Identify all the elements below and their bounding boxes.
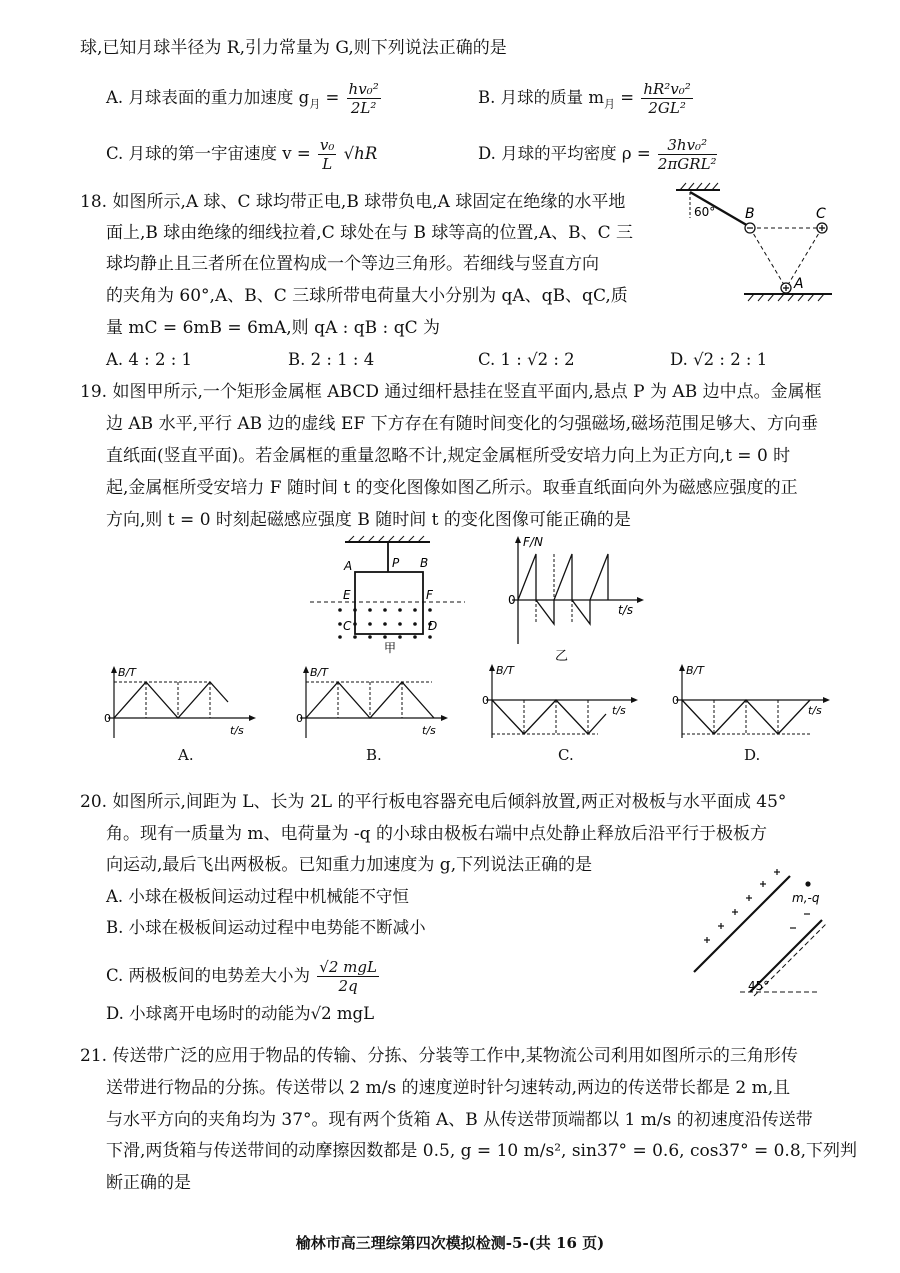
- q17-option-a-num: hv₀²: [348, 80, 379, 98]
- jia-caption: 甲: [384, 641, 397, 655]
- q17-option-d-prefix: D. 月球的平均密度 ρ =: [478, 144, 651, 163]
- q20-line-3: 向运动,最后飞出两极板。已知重力加速度为 g,下列说法正确的是: [106, 855, 593, 875]
- q18-ceiling-hatch: [680, 183, 718, 190]
- choice-c-xlabel: t/s: [612, 704, 626, 717]
- q17-option-b-prefix: B. 月球的质量 m: [478, 88, 605, 107]
- q17-option-a-fraction: [347, 80, 381, 117]
- choice-a-xlabel: t/s: [230, 724, 244, 737]
- q20-option-c: [106, 958, 381, 995]
- choice-b-ylabel: B/T: [310, 666, 328, 679]
- q20-option-c-num: √2 mgL: [319, 958, 377, 976]
- q19-choice-a-label: A.: [178, 746, 194, 764]
- q17-option-c-suffix: √hR: [343, 144, 378, 163]
- q19-line-5: 方向,则 t = 0 时刻起磁感应强度 B 随时间 t 的变化图像可能正确的是: [106, 510, 631, 530]
- choice-a-origin: 0: [104, 712, 111, 725]
- q18-label-a: A: [794, 276, 804, 292]
- q18-angle-label: 60°: [694, 205, 716, 219]
- yi-caption: 乙: [555, 649, 569, 664]
- q21-line-1: 21. 传送带广泛的应用于物品的传输、分拣、分装等工作中,某物流公司利用如图所示的三角形传: [80, 1046, 798, 1066]
- q21-line-2: 送带进行物品的分拣。传送带以 2 m/s 的速度逆时针匀速转动,两边的传送带长都是 2 m,且: [106, 1078, 791, 1098]
- q20-option-a: A. 小球在极板间运动过程中机械能不守恒: [106, 887, 409, 906]
- choice-d-origin: 0: [672, 694, 679, 707]
- q20-option-c-prefix: C. 两极板间的电势差大小为: [106, 966, 311, 985]
- q20-option-b: B. 小球在极板间运动过程中电势能不断减小: [106, 918, 426, 937]
- q18-line-4: 的夹角为 60°,A、B、C 三球所带电荷量大小分别为 qA、qB、qC,质: [106, 286, 628, 306]
- q18-figure: [672, 180, 842, 305]
- q20-line-2: 角。现有一质量为 m、电荷量为 -q 的小球由极板右端中点处静止释放后沿平行于极板方: [106, 824, 767, 844]
- yi-force-curve: [518, 554, 608, 624]
- yi-x-label: t/s: [618, 603, 633, 617]
- q17-option-b-num: hR²v₀²: [643, 80, 691, 98]
- q17-option-b-fraction: [641, 80, 692, 117]
- q21-line-3: 与水平方向的夹角均为 37°。现有两个货箱 A、B 从传送带顶端都以 1 m/s 的初速度沿传送带: [106, 1110, 813, 1130]
- q19-choice-b-label: B.: [366, 746, 382, 764]
- choice-b-origin: 0: [296, 712, 303, 725]
- q18-ground-hatch: [748, 294, 824, 301]
- q17-option-c-num: v₀: [319, 136, 335, 154]
- q17-option-a-sub: 月: [309, 97, 321, 111]
- choice-d-ylabel: B/T: [686, 664, 704, 677]
- q19-figure-yi: [500, 532, 660, 664]
- choice-c-ylabel: B/T: [496, 664, 514, 677]
- q21-line-4: 下滑,两货箱与传送带间的动摩擦因数都是 0.5, g = 10 m/s², sin37° = 0.6, cos37° = 0.8,下列判: [106, 1141, 858, 1161]
- jia-label-e: E: [343, 588, 351, 602]
- q18-side-ba: [750, 228, 786, 288]
- q17-option-a-prefix: A. 月球表面的重力加速度 g: [106, 88, 310, 107]
- q19-line-2: 边 AB 水平,平行 AB 边的虚线 EF 下方存在有随时间变化的匀强磁场,磁场范围足够大、方向垂: [106, 414, 818, 434]
- jia-label-b: B: [420, 556, 429, 570]
- q17-option-a-den: 2L²: [350, 99, 377, 117]
- yi-origin: 0: [508, 593, 516, 607]
- page-footer: 榆林市高三理综第四次模拟检测-5-(共 16 页): [295, 1234, 605, 1252]
- q18-option-a: A. 4 : 2 : 1: [106, 350, 192, 369]
- q20-upper-plate: [694, 876, 790, 972]
- q17-stem: 球,已知月球半径为 R,引力常量为 G,则下列说法正确的是: [80, 38, 507, 58]
- q18-label-c: C: [816, 206, 826, 222]
- q17-option-c: [106, 136, 377, 173]
- q18-line-1: 18. 如图所示,A 球、C 球均带正电,B 球带负电,A 球固定在绝缘的水平地: [80, 192, 626, 212]
- q18-option-d: D. √2 : 2 : 1: [670, 350, 768, 369]
- q18-line-3: 球均静止且三者所在位置构成一个等边三角形。若细线与竖直方向: [106, 254, 599, 274]
- q18-line-2: 面上,B 球由绝缘的细线拉着,C 球处在与 B 球等高的位置,A、B、C 三: [106, 223, 633, 243]
- q17-option-c-fraction: [318, 136, 337, 173]
- q17-option-b-den: 2GL²: [648, 99, 686, 117]
- q19-choice-c-graph: [478, 662, 648, 742]
- q20-option-d: D. 小球离开电场时的动能为√2 mgL: [106, 1004, 375, 1023]
- choice-d-xlabel: t/s: [808, 704, 822, 717]
- choice-c-curve: [492, 700, 606, 734]
- jia-label-a: A: [344, 559, 353, 573]
- q19-figure-jia: [300, 534, 470, 664]
- q19-line-1: 19. 如图甲所示,一个矩形金属框 ABCD 通过细杆悬挂在竖直平面内,悬点 P 为 AB 边中点。金属框: [80, 382, 822, 402]
- q19-choice-b-graph: [292, 662, 457, 742]
- q20-angle-label: 45°: [748, 979, 770, 993]
- jia-label-c: C: [343, 619, 352, 633]
- q19-line-4: 起,金属框所受安培力 F 随时间 t 的变化图像如图乙所示。取垂直纸面向外为磁感应强度的正: [106, 478, 798, 498]
- q17-option-d-num: 3hv₀²: [658, 136, 717, 155]
- q19-choice-d-graph: [668, 662, 840, 742]
- q20-figure: [680, 860, 850, 1000]
- q18-option-b: B. 2 : 1 : 4: [288, 350, 375, 369]
- choice-a-ylabel: B/T: [118, 666, 136, 679]
- q20-option-c-fraction: [317, 958, 379, 995]
- q17-option-b-sub: 月: [604, 97, 616, 111]
- q20-ball: [805, 881, 810, 886]
- q18-side-ca: [786, 228, 822, 288]
- choice-b-xlabel: t/s: [422, 724, 436, 737]
- q21-line-5: 断正确的是: [106, 1173, 191, 1193]
- q19-choice-a-graph: [100, 662, 265, 742]
- q20-ball-label: m,-q: [792, 891, 820, 905]
- q20-option-c-den: 2q: [338, 977, 358, 995]
- q17-option-d-den: 2πGRL²: [657, 155, 717, 173]
- q18-option-c: C. 1 : √2 : 2: [478, 350, 575, 369]
- jia-frame: [355, 572, 423, 634]
- q19-choice-c-label: C.: [558, 746, 574, 764]
- q20-plus-marks: [704, 869, 780, 943]
- q17-option-c-den: L: [322, 155, 333, 173]
- choice-c-origin: 0: [482, 694, 489, 707]
- choice-a-curve: [114, 682, 228, 718]
- yi-y-label: F/N: [523, 535, 543, 549]
- q17-option-c-prefix: C. 月球的第一宇宙速度 v =: [106, 144, 311, 163]
- jia-label-d: D: [428, 619, 438, 633]
- jia-label-p: P: [392, 556, 400, 570]
- jia-label-f: F: [426, 588, 433, 602]
- q17-option-a: A. 月球表面的重力加速度 $g_月$ = $\frac{\text{hv₀²}}{\text{2L²}}$: [106, 80, 379, 117]
- q19-line-3: 直纸面(竖直平面)。若金属框的重量忽略不计,规定金属框所受安培力向上为正方向,t = 0 时: [106, 446, 791, 466]
- q17-option-d-fraction: [658, 136, 717, 173]
- q18-label-b: B: [745, 206, 755, 222]
- q17-option-b: B. 月球的质量 $m_月$ = $\frac{\text{hR²v₀²}}{\text{2GL²}}$: [478, 80, 691, 117]
- q17-option-d: [478, 136, 719, 173]
- q19-choice-d-label: D.: [744, 746, 761, 764]
- q18-line-5: 量 mC = 6mB = 6mA,则 qA : qB : qC 为: [106, 318, 440, 338]
- q20-line-1: 20. 如图所示,间距为 L、长为 2L 的平行板电容器充电后倾斜放置,两正对极板与水平面成 45°: [80, 792, 787, 812]
